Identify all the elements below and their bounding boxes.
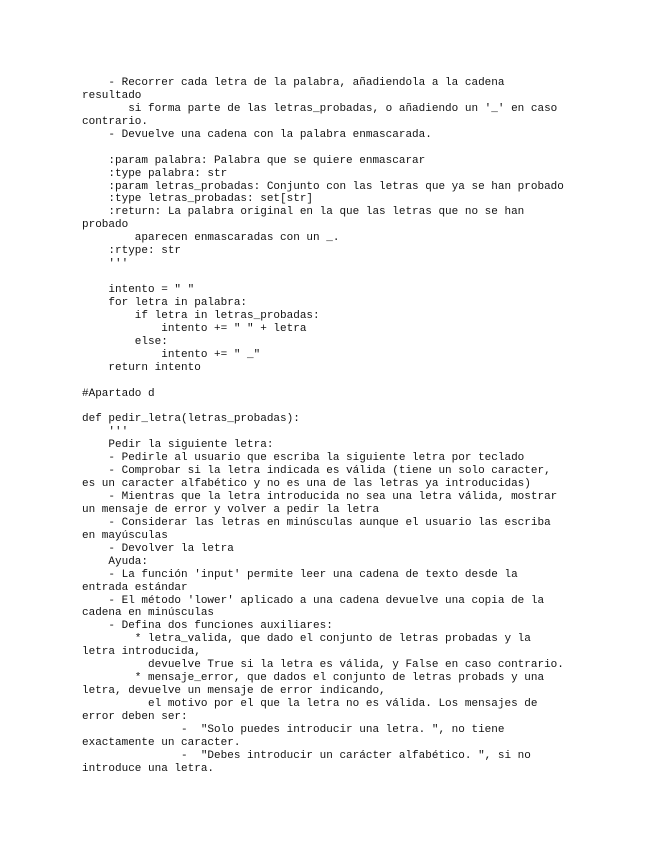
code-line: - Comprobar si la letra indicada es válida (tiene un solo caracter, — [82, 465, 551, 478]
code-line: ''' — [82, 426, 129, 439]
code-line — [82, 400, 564, 413]
code-line: - Mientras que la letra introducida no sea una letra válida, mostrar — [82, 491, 558, 503]
code-line — [82, 142, 564, 155]
code-line: - Pedirle al usuario que escriba la siguiente letra por teclado — [82, 452, 525, 465]
code-line: if letra in letras_probadas: — [82, 309, 320, 322]
code-line: intento = " " — [82, 284, 195, 296]
code-line: - Devolver la letra — [82, 542, 234, 555]
code-line: ''' — [82, 258, 129, 271]
code-line: letra, devuelve un mensaje de error indicando, — [82, 685, 386, 698]
code-line: - "Solo puedes introducir una letra. ", no tiene — [82, 723, 505, 736]
code-line: si forma parte de las letras_probadas, o añadiendo un '_' en caso — [82, 102, 558, 115]
code-line: intento += " _" — [82, 348, 261, 361]
code-line: - El método 'lower' aplicado a una cadena devuelve una copia de la — [82, 594, 545, 607]
code-line: es un caracter alfabético y no es una de las letras ya introducidas) — [82, 478, 531, 491]
code-listing — [82, 77, 564, 776]
code-line — [82, 271, 564, 284]
code-line: contrario. — [82, 115, 149, 128]
code-line: :rtype: str — [82, 245, 182, 258]
code-line: error deben ser: — [82, 710, 188, 723]
code-line: - La función 'input' permite leer una cadena de texto desde la — [82, 568, 518, 581]
code-line: - Recorrer cada letra de la palabra, añadiendola a la cadena — [82, 77, 505, 89]
code-line: :type letras_probadas: set[str] — [82, 193, 314, 206]
code-line: else: — [82, 335, 168, 348]
code-line: intento += " " + letra — [82, 322, 307, 335]
code-line: :return: La palabra original en la que las letras que no se han — [82, 206, 525, 219]
code-line: un mensaje de error y volver a pedir la letra — [82, 503, 380, 516]
code-line: aparecen enmascaradas con un _. — [82, 232, 340, 245]
code-line: entrada estándar — [82, 581, 188, 594]
code-line: - Considerar las letras en minúsculas aunque el usuario las escriba — [82, 516, 551, 529]
code-line: introduce una letra. — [82, 762, 215, 775]
code-line: - Defina dos funciones auxiliares: — [82, 620, 333, 633]
code-line — [82, 375, 564, 388]
code-line: return intento — [82, 361, 201, 374]
code-line: letra introducida, — [82, 646, 201, 659]
code-line: :param palabra: Palabra que se quiere enmascarar — [82, 154, 426, 167]
code-line: devuelve True si la letra es válida, y False en caso contrario. — [82, 659, 564, 672]
code-line: en mayúsculas — [82, 529, 168, 542]
code-line: #Apartado d — [82, 387, 155, 400]
code-line: Pedir la siguiente letra: — [82, 439, 274, 452]
code-line: - Devuelve una cadena con la palabra enmascarada. — [82, 128, 432, 141]
code-line: el motivo por el que la letra no es válida. Los mensajes de — [82, 698, 538, 710]
code-line: * letra_valida, que dado el conjunto de letras probadas y la — [82, 633, 531, 646]
code-line: probado — [82, 219, 129, 232]
code-line: :param letras_probadas: Conjunto con las letras que ya se han probado — [82, 180, 564, 193]
code-line: def pedir_letra(letras_probadas): — [82, 413, 300, 426]
code-line: :type palabra: str — [82, 167, 228, 180]
code-line: resultado — [82, 89, 142, 102]
code-line: - "Debes introducir un carácter alfabético. ", si no — [82, 749, 531, 762]
code-line: * mensaje_error, que dados el conjunto de letras probads y una — [82, 672, 545, 685]
code-line: cadena en minúsculas — [82, 607, 215, 620]
code-line: exactamente un caracter. — [82, 736, 241, 749]
code-line: for letra in palabra: — [82, 296, 248, 309]
code-line: Ayuda: — [82, 555, 149, 568]
